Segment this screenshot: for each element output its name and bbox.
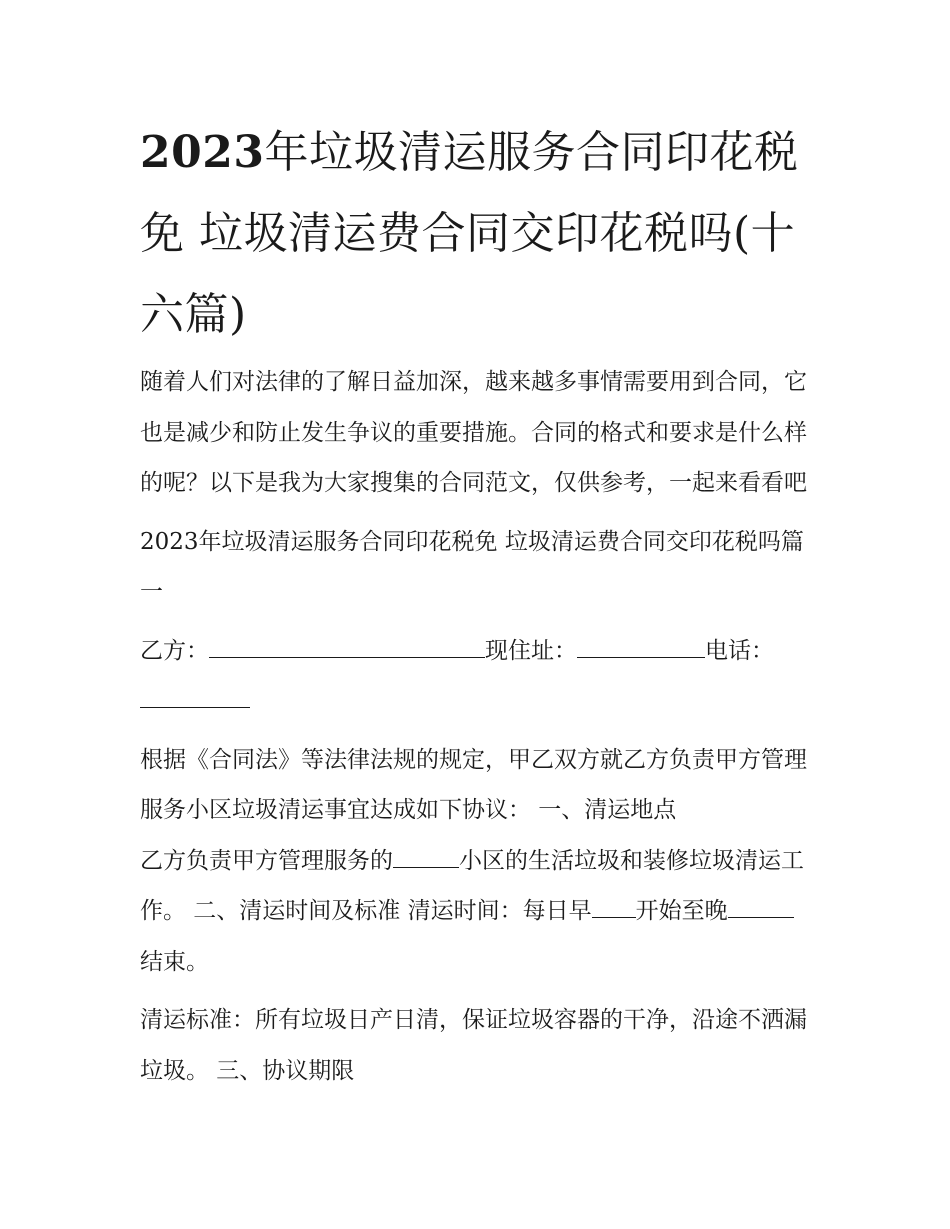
end-time-blank <box>728 891 794 918</box>
phone-label: 电话： <box>705 637 774 664</box>
community-blank <box>393 841 459 868</box>
party-b-label: 乙方： <box>140 637 209 664</box>
section-heading: 2023年垃圾清运服务合同印花税免 垃圾清运费合同交印花税吗篇一 <box>140 528 804 605</box>
address-label: 现住址： <box>485 637 577 664</box>
location-text-after: 小区的生活垃圾和装修垃圾清运工作。 二、清运时间及标准 清运时间：每日早 <box>140 847 804 924</box>
party-b-blank <box>209 631 485 658</box>
title-year: 2023 <box>140 127 265 178</box>
location-paragraph <box>140 836 812 988</box>
party-info-line <box>140 626 812 727</box>
agreement-intro-paragraph: 根据《合同法》等法律法规的规定，甲乙双方就乙方负责甲方管理服务小区垃圾清运事宜达成如下协议： 一、清运地点 <box>140 746 807 823</box>
location-text-before: 乙方负责甲方管理服务的 <box>140 847 393 874</box>
standard-paragraph: 清运标准：所有垃圾日产日清，保证垃圾容器的干净，沿途不洒漏垃圾。 三、协议期限 <box>140 1007 807 1084</box>
phone-blank <box>140 681 250 708</box>
document-page <box>140 112 812 1096</box>
location-text-middle: 开始至晚 <box>635 898 728 924</box>
start-time-blank <box>592 891 636 918</box>
document-title <box>140 112 812 355</box>
title-text: 年垃圾清运服务合同印花税免 垃圾清运费合同交印花税吗(十六篇) <box>140 127 799 340</box>
intro-paragraph: 随着人们对法律的了解日益加深，越来越多事情需要用到合同，它也是减少和防止发生争议的重要措施。合同的格式和要求是什么样的呢？以下是我为大家搜集的合同范文，仅供参考，一起来看看吧 <box>140 369 807 496</box>
location-text-end: 结束。 <box>140 948 209 975</box>
address-blank <box>577 631 705 658</box>
